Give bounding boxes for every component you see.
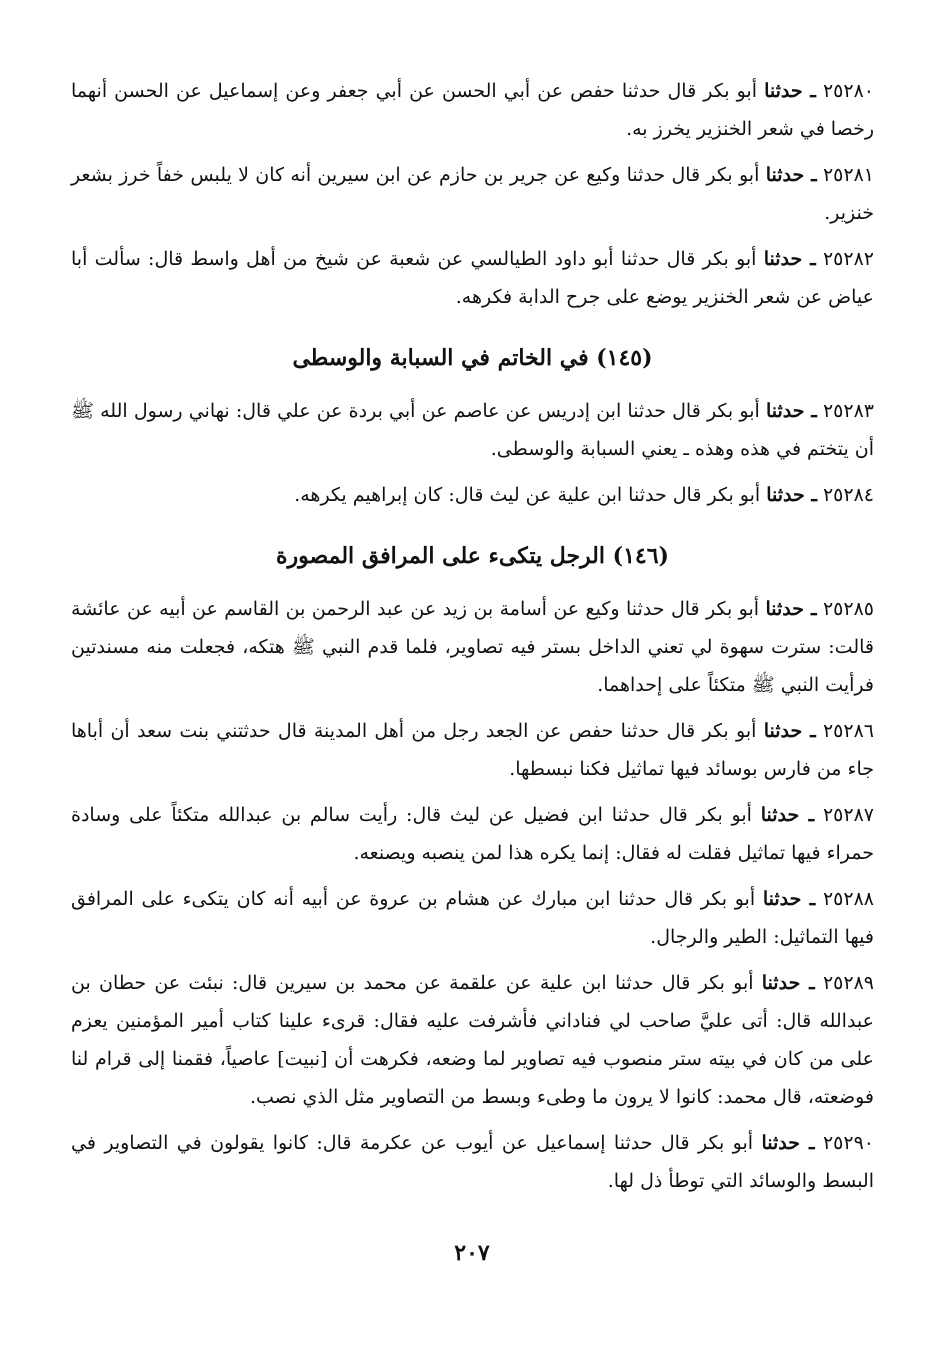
hadith-25281: [71, 156, 874, 232]
hadith-number: ٢٥٢٨٤: [822, 484, 874, 506]
hadith-number: ٢٥٢٩٠: [822, 1132, 874, 1154]
page-number: ٢٠٧: [454, 1240, 490, 1266]
hadith-lead: ـ حدثنا: [761, 972, 815, 994]
hadith-25284: [71, 476, 874, 514]
hadith-25283: [71, 392, 874, 468]
hadith-number: ٢٥٢٨٩: [822, 972, 874, 994]
hadith-lead: ـ حدثنا: [765, 598, 817, 620]
hadith-lead: ـ حدثنا: [765, 164, 817, 186]
hadith-lead: ـ حدثنا: [761, 1132, 815, 1154]
hadith-text: أبو بكر قال حدثنا حفص عن أبي الحسن عن أبي جعفر وعن إسماعيل عن الحسن أنهما رخصا في شعر الخنزير يخرز به.: [71, 80, 874, 140]
hadith-number: ٢٥٢٨٦: [822, 720, 874, 742]
hadith-number: ٢٥٢٨٠: [822, 80, 874, 102]
hadith-number: ٢٥٢٨٣: [822, 400, 874, 422]
hadith-number: ٢٥٢٨٨: [822, 888, 874, 910]
hadith-lead: ـ حدثنا: [760, 804, 815, 826]
hadith-lead: ـ حدثنا: [762, 888, 816, 910]
hadith-25290: [71, 1124, 874, 1200]
hadith-25285: [71, 590, 874, 704]
hadith-25287: [71, 796, 874, 872]
hadith-text: أبو بكر قال حدثنا ابن فضيل عن ليث قال: رأيت سالم بن عبدالله متكئاً على وسادة حمراء فيها تماثيل فقلت له فقال: إنما يكره هذا لمن ينصبه ويصنعه.: [71, 804, 874, 864]
hadith-text: أبو بكر قال حدثنا حفص عن الجعد رجل من أهل المدينة قال حدثتني بنت سعد أن أباها جاء من فارس بوسائد فيها تماثيل فكنا نبسطها.: [71, 720, 874, 780]
hadith-text: أبو بكر قال حدثنا إسماعيل عن أيوب عن عكرمة قال: كانوا يقولون في التصاوير في البسط والوسائد التي توطأ ذل لها.: [71, 1132, 874, 1192]
hadith-25288: [71, 880, 874, 956]
hadith-lead: ـ حدثنا: [763, 720, 816, 742]
hadith-number: ٢٥٢٨٧: [822, 804, 874, 826]
hadith-25289: [71, 964, 874, 1116]
chapter-heading-146: (١٤٦) الرجل يتكىء على المرافق المصورة: [276, 543, 669, 569]
hadith-lead: ـ حدثنا: [764, 80, 816, 102]
page-body: [71, 72, 874, 1208]
hadith-text: أبو بكر قال حدثنا ابن علية عن علقمة عن محمد بن سيرين قال: نبئت عن حطان بن عبدالله قال: أتى عليَّ صاحب لي فناداني فأشرفت عليه فقال: قرىء علينا كتاب أمير المؤمنين يعزم على من كان في بيته ستر منصوب فيه تصاوير لما وضعه، فكرهت أن [نبيت] عاصياً، فقمنا إلى قرام لنا فوضعته، قال محمد: كانوا لا يرون ما وطىء وبسط من التصاوير مثل الذي نصب.: [71, 972, 874, 1108]
hadith-25282: [71, 240, 874, 316]
hadith-25286: [71, 712, 874, 788]
hadith-lead: ـ حدثنا: [763, 248, 816, 270]
hadith-25280: [71, 72, 874, 148]
hadith-text: أبو بكر قال حدثنا وكيع عن جرير بن حازم عن ابن سيرين أنه كان لا يلبس خفاً خرز بشعر خنزير.: [71, 164, 874, 224]
hadith-text: أبو بكر قال حدثنا أبو داود الطيالسي عن شعبة عن شيخ من أهل واسط قال: سألت أبا عياض عن شعر الخنزير يوضع على جرح الدابة فكرهه.: [71, 248, 874, 308]
hadith-text: أبو بكر قال حدثنا ابن مبارك عن هشام بن عروة عن أبيه أنه كان يتكىء على المرافق فيها التماثيل: الطير والرجال.: [71, 888, 874, 948]
hadith-number: ٢٥٢٨١: [822, 164, 874, 186]
hadith-lead: ـ حدثنا: [766, 484, 817, 506]
hadith-text: أبو بكر قال حدثنا وكيع عن أسامة بن زيد عن عبد الرحمن بن القاسم عن أبيه عن عائشة قالت: سترت سهوة لي تعني الداخل بستر فيه تصاوير، فلما قدم النبي ﷺ هتكه، فجعلت منه مسندتين فرأيت النبي ﷺ متكئاً على إحداهما.: [71, 598, 874, 696]
hadith-number: ٢٥٢٨٢: [822, 248, 874, 270]
chapter-heading-145: (١٤٥) في الخاتم في السبابة والوسطى: [292, 345, 653, 371]
hadith-text: أبو بكر قال حدثنا ابن إدريس عن عاصم عن أبي بردة عن علي قال: نهاني رسول الله ﷺ أن يتختم في هذه وهذه ـ يعني السبابة والوسطى.: [71, 400, 874, 460]
hadith-lead: ـ حدثنا: [765, 400, 817, 422]
hadith-text: أبو بكر قال حدثنا ابن علية عن ليث قال: كان إبراهيم يكرهه.: [294, 484, 761, 506]
hadith-number: ٢٥٢٨٥: [822, 598, 874, 620]
